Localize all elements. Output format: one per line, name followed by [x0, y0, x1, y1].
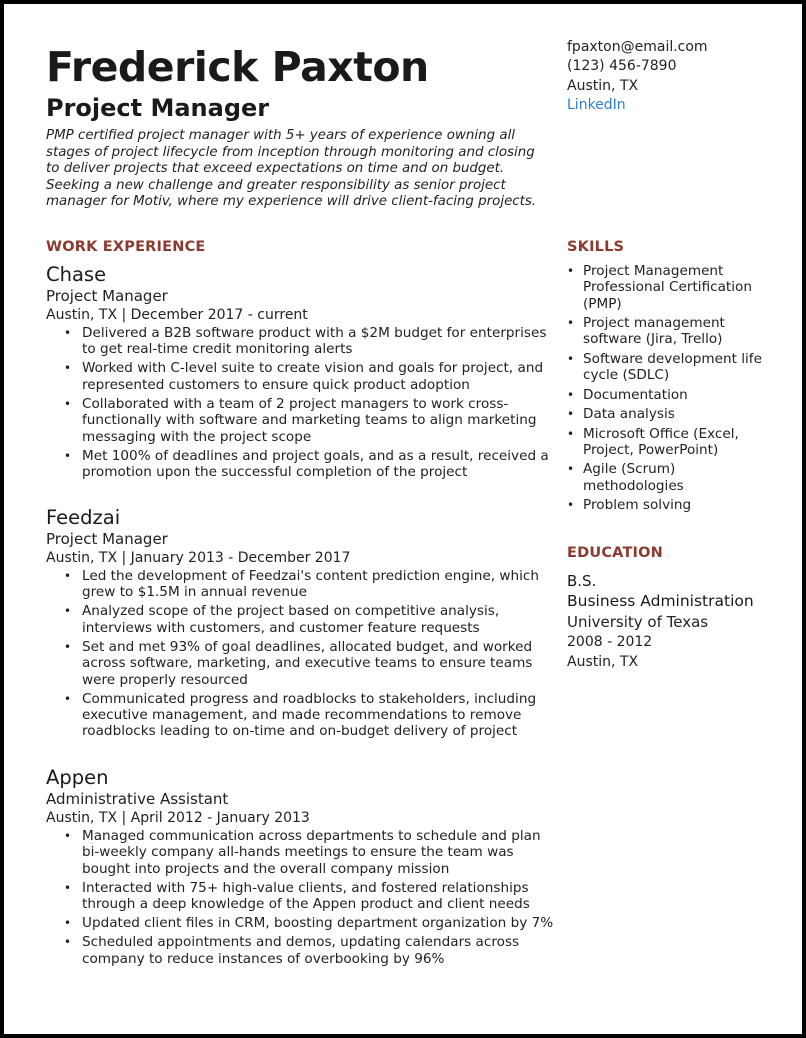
job-company: Chase	[46, 263, 107, 286]
job-company: Appen	[46, 766, 109, 789]
contact-location: Austin, TX	[567, 77, 639, 94]
skill-item: • Documentation	[567, 387, 772, 403]
job-meta: Austin, TX | April 2012 - January 2013	[46, 810, 310, 826]
job-entry	[46, 507, 556, 743]
job-bullet: • Collaborated with a team of 2 project managers to work cross-functionally with software and marketing teams to align marketing messaging with the project scope	[46, 396, 556, 445]
job-entry	[46, 767, 556, 970]
job-title: Project Manager	[46, 287, 168, 305]
skill-item: • Problem solving	[567, 497, 772, 513]
education-block	[567, 571, 777, 672]
contact-phone: (123) 456-7890	[567, 58, 677, 75]
work-experience-heading: WORK EXPERIENCE	[46, 239, 206, 255]
skill-item: • Microsoft Office (Excel, Project, PowerPoint)	[567, 426, 772, 459]
job-bullet: • Communicated progress and roadblocks to stakeholders, including executive management, and made recommendations to remove roadblocks leading to on-time and on-budget delivery of project	[46, 691, 556, 740]
job-bullet: • Worked with C-level suite to create vision and goals for project, and represented customers to ensure quick product adoption	[46, 360, 556, 393]
contact-email[interactable]: fpaxton@email.com	[567, 39, 708, 55]
skills-list	[567, 263, 772, 517]
job-bullet: • Updated client files in CRM, boosting department organization by 7%	[46, 915, 556, 931]
job-meta: Austin, TX | December 2017 - current	[46, 307, 308, 323]
job-bullet: • Led the development of Feedzai's content prediction engine, which grew to $1.5M in annual revenue	[46, 568, 556, 601]
job-bullet: • Scheduled appointments and demos, updating calendars across company to reduce instances of overbooking by 96%	[46, 934, 556, 967]
job-bullet: • Met 100% of deadlines and project goals, and as a result, received a promotion upon the successful completion of the project	[46, 448, 556, 481]
skill-item: • Data analysis	[567, 406, 772, 422]
job-bullet: • Managed communication across departments to schedule and plan bi-weekly company all-hands meetings to ensure the team was bought into projects and the overall company mission	[46, 828, 556, 877]
education-dates: 2008 - 2012	[567, 634, 653, 650]
candidate-role: Project Manager	[46, 94, 270, 122]
job-bullet: • Interacted with 75+ high-value clients, and fostered relationships through a deep knowledge of the Appen product and client needs	[46, 880, 556, 913]
job-bullet: • Delivered a B2B software product with a $2M budget for enterprises to get real-time credit monitoring alerts	[46, 325, 556, 358]
job-bullet: • Analyzed scope of the project based on competitive analysis, interviews with customers, and customer feature requests	[46, 603, 556, 636]
skill-item: • Agile (Scrum) methodologies	[567, 461, 772, 494]
skills-heading: SKILLS	[567, 239, 625, 255]
education-degree: B.S.	[567, 572, 597, 590]
candidate-name: Frederick Paxton	[46, 43, 429, 91]
contact-block	[567, 38, 708, 116]
job-bullets	[46, 568, 556, 740]
education-field: Business Administration	[567, 592, 754, 610]
skill-item: • Project management software (Jira, Trello)	[567, 315, 772, 348]
linkedin-link[interactable]: LinkedIn	[567, 97, 626, 114]
job-meta: Austin, TX | January 2013 - December 2017	[46, 550, 351, 566]
skill-item: • Project Management Professional Certification (PMP)	[567, 263, 772, 312]
resume-page	[4, 4, 802, 1034]
job-title: Project Manager	[46, 530, 168, 548]
job-bullets	[46, 828, 556, 967]
education-heading: EDUCATION	[567, 545, 664, 561]
job-entry	[46, 264, 556, 483]
job-bullet: • Set and met 93% of goal deadlines, allocated budget, and worked across software, marketing, and executive teams to ensure teams were properly resourced	[46, 639, 556, 688]
summary: PMP certified project manager with 5+ years of experience owning all stages of project lifecycle from inception through monitoring and closing to deliver projects that exceed expectations on time and on budget. Seeking a new challenge and greater responsibility as senior project manager for Motiv, where my experience will drive client-facing projects.	[46, 128, 537, 210]
job-bullets	[46, 325, 556, 480]
education-location: Austin, TX	[567, 653, 639, 670]
education-school: University of Texas	[567, 613, 709, 631]
skill-item: • Software development life cycle (SDLC)	[567, 351, 772, 384]
job-company: Feedzai	[46, 506, 121, 529]
job-title: Administrative Assistant	[46, 790, 229, 808]
